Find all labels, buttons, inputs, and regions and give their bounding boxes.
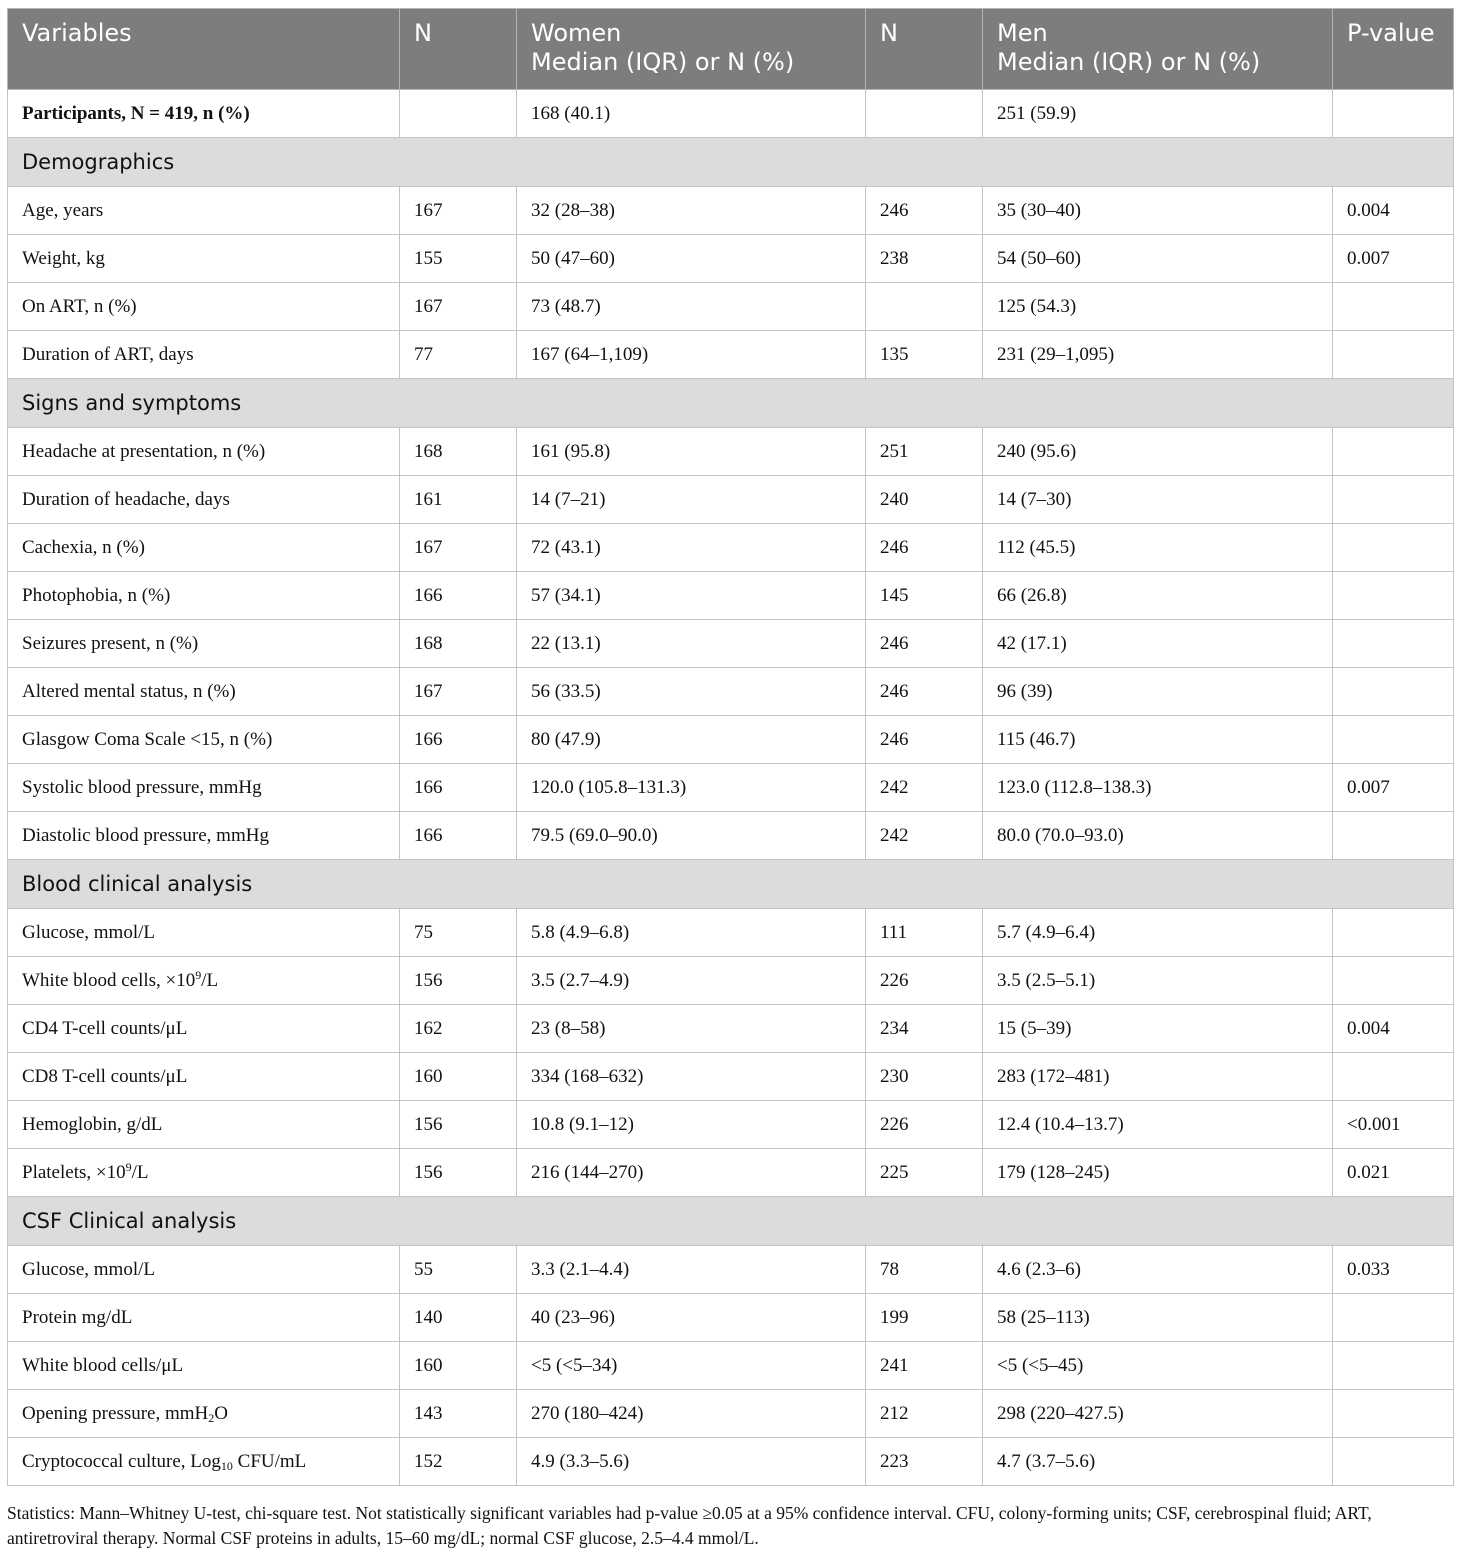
- pvalue-cell: 0.004: [1333, 1005, 1454, 1053]
- women-value-cell: 161 (95.8): [517, 428, 866, 476]
- n-men-cell: 135: [866, 331, 983, 379]
- table-row: [8, 572, 1454, 620]
- table-row: [8, 1342, 1454, 1390]
- n-men-cell: 234: [866, 1005, 983, 1053]
- pvalue-cell: 0.021: [1333, 1149, 1454, 1197]
- pvalue-cell: [1333, 1342, 1454, 1390]
- n-women-cell: 77: [400, 331, 517, 379]
- table-row: [8, 1246, 1454, 1294]
- header-men-line2: Median (IQR) or N (%): [997, 48, 1261, 76]
- men-value-cell: 125 (54.3): [983, 283, 1333, 331]
- table-row: [8, 1005, 1454, 1053]
- variable-label: Hemoglobin, g/dL: [8, 1101, 400, 1149]
- n-women-cell: 156: [400, 1101, 517, 1149]
- participants-pvalue: [1333, 90, 1454, 138]
- variable-label: Altered mental status, n (%): [8, 668, 400, 716]
- table-row: [8, 812, 1454, 860]
- n-men-cell: 226: [866, 957, 983, 1005]
- table-row: [8, 1149, 1454, 1197]
- table-row: [8, 1053, 1454, 1101]
- men-value-cell: 12.4 (10.4–13.7): [983, 1101, 1333, 1149]
- table-row: [8, 957, 1454, 1005]
- n-men-cell: 78: [866, 1246, 983, 1294]
- pvalue-cell: [1333, 1053, 1454, 1101]
- n-women-cell: 143: [400, 1390, 517, 1438]
- women-value-cell: 216 (144–270): [517, 1149, 866, 1197]
- pvalue-cell: 0.007: [1333, 764, 1454, 812]
- n-women-cell: 162: [400, 1005, 517, 1053]
- variable-label: CD8 T-cell counts/μL: [8, 1053, 400, 1101]
- n-men-cell: 246: [866, 668, 983, 716]
- variable-label-suffix: /L: [131, 1161, 149, 1183]
- n-women-cell: 166: [400, 764, 517, 812]
- men-value-cell: 298 (220–427.5): [983, 1390, 1333, 1438]
- table-header: [8, 9, 1454, 90]
- clinical-characteristics-table: [7, 8, 1454, 1486]
- variable-label-text: Platelets, ×10: [22, 1161, 126, 1183]
- variable-label: Cachexia, n (%): [8, 524, 400, 572]
- header-men: [983, 9, 1333, 90]
- women-value-cell: 5.8 (4.9–6.8): [517, 909, 866, 957]
- table-row: [8, 476, 1454, 524]
- women-value-cell: <5 (<5–34): [517, 1342, 866, 1390]
- men-value-cell: 283 (172–481): [983, 1053, 1333, 1101]
- variable-label-text: Cryptococcal culture, Log: [22, 1450, 221, 1472]
- participants-men: 251 (59.9): [983, 90, 1333, 138]
- women-value-cell: 10.8 (9.1–12): [517, 1101, 866, 1149]
- women-value-cell: 14 (7–21): [517, 476, 866, 524]
- women-value-cell: 3.3 (2.1–4.4): [517, 1246, 866, 1294]
- section-header-row: [8, 379, 1454, 428]
- men-value-cell: 240 (95.6): [983, 428, 1333, 476]
- men-value-cell: 58 (25–113): [983, 1294, 1333, 1342]
- n-women-cell: 160: [400, 1342, 517, 1390]
- table-row: [8, 1438, 1454, 1486]
- variable-label: Headache at presentation, n (%): [8, 428, 400, 476]
- header-women-line1: Women: [531, 19, 622, 47]
- pvalue-cell: [1333, 476, 1454, 524]
- n-women-cell: 161: [400, 476, 517, 524]
- participants-n-women: [400, 90, 517, 138]
- header-women-line2: Median (IQR) or N (%): [531, 48, 795, 76]
- section-header-row: [8, 138, 1454, 187]
- pvalue-cell: [1333, 668, 1454, 716]
- n-women-cell: 167: [400, 187, 517, 235]
- n-women-cell: 167: [400, 283, 517, 331]
- n-women-cell: 168: [400, 428, 517, 476]
- women-value-cell: 56 (33.5): [517, 668, 866, 716]
- n-men-cell: 246: [866, 716, 983, 764]
- variable-label: Duration of headache, days: [8, 476, 400, 524]
- table-row: [8, 187, 1454, 235]
- variable-label-superscript: 9: [125, 1159, 132, 1174]
- men-value-cell: 80.0 (70.0–93.0): [983, 812, 1333, 860]
- pvalue-cell: 0.007: [1333, 235, 1454, 283]
- n-men-cell: 238: [866, 235, 983, 283]
- n-women-cell: 168: [400, 620, 517, 668]
- table-row: [8, 764, 1454, 812]
- variable-label-subscript: 2: [208, 1410, 215, 1425]
- variable-label-subscript: 10: [220, 1458, 233, 1473]
- n-women-cell: 156: [400, 957, 517, 1005]
- men-value-cell: 115 (46.7): [983, 716, 1333, 764]
- men-value-cell: 123.0 (112.8–138.3): [983, 764, 1333, 812]
- variable-label: On ART, n (%): [8, 283, 400, 331]
- header-pvalue: P-value: [1333, 9, 1454, 90]
- men-value-cell: 54 (50–60): [983, 235, 1333, 283]
- pvalue-cell: [1333, 1390, 1454, 1438]
- pvalue-cell: [1333, 283, 1454, 331]
- pvalue-cell: [1333, 428, 1454, 476]
- section-header-row: [8, 1197, 1454, 1246]
- n-men-cell: 226: [866, 1101, 983, 1149]
- women-value-cell: 32 (28–38): [517, 187, 866, 235]
- variable-label: Systolic blood pressure, mmHg: [8, 764, 400, 812]
- n-women-cell: 75: [400, 909, 517, 957]
- pvalue-cell: [1333, 572, 1454, 620]
- women-value-cell: 270 (180–424): [517, 1390, 866, 1438]
- participants-n-men: [866, 90, 983, 138]
- men-value-cell: 14 (7–30): [983, 476, 1333, 524]
- n-women-cell: 166: [400, 812, 517, 860]
- section-title: Blood clinical analysis: [8, 860, 1454, 909]
- n-women-cell: 166: [400, 716, 517, 764]
- women-value-cell: 79.5 (69.0–90.0): [517, 812, 866, 860]
- table-row: [8, 283, 1454, 331]
- table-row: [8, 668, 1454, 716]
- pvalue-cell: [1333, 1438, 1454, 1486]
- n-men-cell: 145: [866, 572, 983, 620]
- table-row: [8, 428, 1454, 476]
- men-value-cell: 42 (17.1): [983, 620, 1333, 668]
- men-value-cell: 5.7 (4.9–6.4): [983, 909, 1333, 957]
- pvalue-cell: [1333, 620, 1454, 668]
- table-row: [8, 716, 1454, 764]
- table-row: [8, 524, 1454, 572]
- pvalue-cell: 0.033: [1333, 1246, 1454, 1294]
- variable-label: [8, 957, 400, 1005]
- section-header-row: [8, 860, 1454, 909]
- n-women-cell: 160: [400, 1053, 517, 1101]
- women-value-cell: 73 (48.7): [517, 283, 866, 331]
- women-value-cell: 4.9 (3.3–5.6): [517, 1438, 866, 1486]
- table-body: [8, 90, 1454, 1486]
- n-men-cell: 223: [866, 1438, 983, 1486]
- men-value-cell: 4.7 (3.7–5.6): [983, 1438, 1333, 1486]
- women-value-cell: 120.0 (105.8–131.3): [517, 764, 866, 812]
- n-women-cell: 156: [400, 1149, 517, 1197]
- men-value-cell: 66 (26.8): [983, 572, 1333, 620]
- variable-label: Age, years: [8, 187, 400, 235]
- n-men-cell: 251: [866, 428, 983, 476]
- table-row: [8, 909, 1454, 957]
- variable-label: Protein mg/dL: [8, 1294, 400, 1342]
- variable-label: Duration of ART, days: [8, 331, 400, 379]
- men-value-cell: 4.6 (2.3–6): [983, 1246, 1333, 1294]
- variable-label-text: White blood cells, ×10: [22, 969, 196, 991]
- pvalue-cell: <0.001: [1333, 1101, 1454, 1149]
- table-row: [8, 1294, 1454, 1342]
- variable-label-suffix: /L: [201, 969, 219, 991]
- variable-label: White blood cells/μL: [8, 1342, 400, 1390]
- participants-women: 168 (40.1): [517, 90, 866, 138]
- header-women: [517, 9, 866, 90]
- variable-label-suffix: O: [214, 1402, 229, 1424]
- header-n-men: N: [866, 9, 983, 90]
- section-title: Signs and symptoms: [8, 379, 1454, 428]
- table-row: [8, 620, 1454, 668]
- pvalue-cell: [1333, 331, 1454, 379]
- women-value-cell: 80 (47.9): [517, 716, 866, 764]
- header-variables: Variables: [8, 9, 400, 90]
- table-row: [8, 331, 1454, 379]
- n-women-cell: 55: [400, 1246, 517, 1294]
- pvalue-cell: [1333, 524, 1454, 572]
- n-men-cell: [866, 283, 983, 331]
- n-women-cell: 155: [400, 235, 517, 283]
- table-container: [7, 8, 1453, 1486]
- n-men-cell: 241: [866, 1342, 983, 1390]
- header-n-women: N: [400, 9, 517, 90]
- men-value-cell: 35 (30–40): [983, 187, 1333, 235]
- n-men-cell: 111: [866, 909, 983, 957]
- women-value-cell: 23 (8–58): [517, 1005, 866, 1053]
- variable-label-suffix: CFU/mL: [232, 1450, 307, 1472]
- variable-label: Glasgow Coma Scale <15, n (%): [8, 716, 400, 764]
- n-men-cell: 242: [866, 764, 983, 812]
- pvalue-cell: [1333, 957, 1454, 1005]
- women-value-cell: 57 (34.1): [517, 572, 866, 620]
- n-women-cell: 166: [400, 572, 517, 620]
- men-value-cell: 112 (45.5): [983, 524, 1333, 572]
- men-value-cell: 179 (128–245): [983, 1149, 1333, 1197]
- participants-label: Participants, N = 419, n (%): [8, 90, 400, 138]
- participants-row: [8, 90, 1454, 138]
- table-row: [8, 1101, 1454, 1149]
- pvalue-cell: [1333, 812, 1454, 860]
- n-women-cell: 140: [400, 1294, 517, 1342]
- table-row: [8, 1390, 1454, 1438]
- n-men-cell: 212: [866, 1390, 983, 1438]
- n-men-cell: 230: [866, 1053, 983, 1101]
- n-men-cell: 246: [866, 620, 983, 668]
- variable-label: Seizures present, n (%): [8, 620, 400, 668]
- n-men-cell: 225: [866, 1149, 983, 1197]
- women-value-cell: 72 (43.1): [517, 524, 866, 572]
- header-row: [8, 9, 1454, 90]
- variable-label: Glucose, mmol/L: [8, 1246, 400, 1294]
- n-men-cell: 199: [866, 1294, 983, 1342]
- section-title: CSF Clinical analysis: [8, 1197, 1454, 1246]
- n-women-cell: 167: [400, 668, 517, 716]
- variable-label: Glucose, mmol/L: [8, 909, 400, 957]
- men-value-cell: 3.5 (2.5–5.1): [983, 957, 1333, 1005]
- header-men-line1: Men: [997, 19, 1048, 47]
- n-women-cell: 167: [400, 524, 517, 572]
- variable-label: Photophobia, n (%): [8, 572, 400, 620]
- table-footnote: Statistics: Mann–Whitney U-test, chi-square test. Not statistically significant variables had p-value ≥0.05 at a 95% confidence interval. CFU, colony-forming units; CSF, cerebrospinal fluid; ART, antiretroviral therapy. Normal CSF proteins in adults, 15–60 mg/dL; normal CSF glucose, 2.5–4.4 mmol/L.: [7, 1503, 1372, 1548]
- variable-label: Diastolic blood pressure, mmHg: [8, 812, 400, 860]
- women-value-cell: 22 (13.1): [517, 620, 866, 668]
- men-value-cell: <5 (<5–45): [983, 1342, 1333, 1390]
- pvalue-cell: [1333, 716, 1454, 764]
- men-value-cell: 15 (5–39): [983, 1005, 1333, 1053]
- n-men-cell: 246: [866, 524, 983, 572]
- variable-label-superscript: 9: [195, 967, 202, 982]
- women-value-cell: 167 (64–1,109): [517, 331, 866, 379]
- table-row: [8, 235, 1454, 283]
- n-men-cell: 240: [866, 476, 983, 524]
- women-value-cell: 50 (47–60): [517, 235, 866, 283]
- section-title: Demographics: [8, 138, 1454, 187]
- women-value-cell: 334 (168–632): [517, 1053, 866, 1101]
- n-women-cell: 152: [400, 1438, 517, 1486]
- n-men-cell: 242: [866, 812, 983, 860]
- variable-label: [8, 1390, 400, 1438]
- men-value-cell: 231 (29–1,095): [983, 331, 1333, 379]
- variable-label: CD4 T-cell counts/μL: [8, 1005, 400, 1053]
- men-value-cell: 96 (39): [983, 668, 1333, 716]
- variable-label: Weight, kg: [8, 235, 400, 283]
- pvalue-cell: [1333, 1294, 1454, 1342]
- pvalue-cell: 0.004: [1333, 187, 1454, 235]
- variable-label: [8, 1438, 400, 1486]
- pvalue-cell: [1333, 909, 1454, 957]
- women-value-cell: 40 (23–96): [517, 1294, 866, 1342]
- n-men-cell: 246: [866, 187, 983, 235]
- variable-label-text: Opening pressure, mmH: [22, 1402, 209, 1424]
- women-value-cell: 3.5 (2.7–4.9): [517, 957, 866, 1005]
- variable-label: [8, 1149, 400, 1197]
